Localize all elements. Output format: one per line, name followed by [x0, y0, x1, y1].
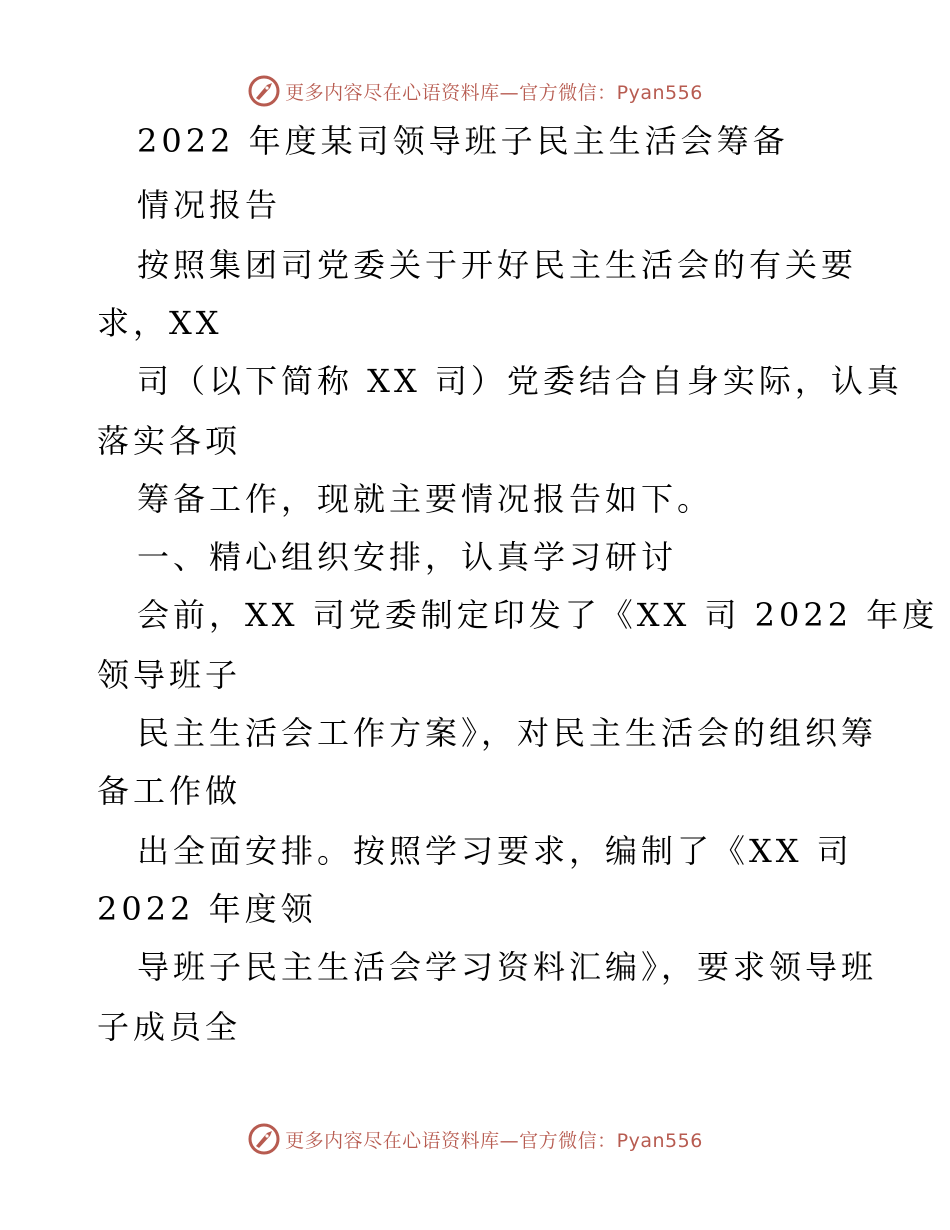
footer-watermark — [0, 1119, 950, 1159]
paragraph-line: 导班子民主生活会学习资料汇编》，要求领导班 — [137, 948, 878, 986]
paragraph-line: 出全面安排。按照学习要求，编制了《XX 司 — [137, 832, 853, 870]
paragraph-line: 民主生活会工作方案》，对民主生活会的组织筹 — [137, 714, 878, 752]
watermark-text: 更多内容尽在心语资料库—官方微信：Pyan556 — [285, 81, 703, 104]
section-heading: 一、精心组织安排，认真学习研讨 — [137, 538, 678, 576]
pen-nib-icon — [247, 74, 281, 108]
title-line-1: 2022 年度某司领导班子民主生活会筹备 — [137, 122, 789, 160]
paragraph-line: 子成员全 — [97, 1008, 242, 1046]
paragraph-line: 司（以下简称 XX 司）党委结合自身实际，认真 — [137, 362, 903, 400]
paragraph-line: 备工作做 — [97, 772, 242, 810]
paragraph-line: 领导班子 — [97, 656, 242, 694]
title-line-2: 情况报告 — [137, 186, 282, 224]
watermark-text: 更多内容尽在心语资料库—官方微信：Pyan556 — [285, 1129, 703, 1152]
paragraph-line: 2022 年度领 — [97, 890, 317, 928]
paragraph-line: 求，XX — [97, 304, 223, 342]
paragraph-line: 按照集团司党委关于开好民主生活会的有关要 — [137, 246, 858, 284]
pen-nib-icon — [247, 1122, 281, 1156]
paragraph-line: 会前，XX 司党委制定印发了《XX 司 2022 年度 — [137, 596, 939, 634]
header-watermark — [0, 71, 950, 111]
paragraph-line: 筹备工作，现就主要情况报告如下。 — [137, 480, 714, 518]
paragraph-line: 落实各项 — [97, 422, 242, 460]
